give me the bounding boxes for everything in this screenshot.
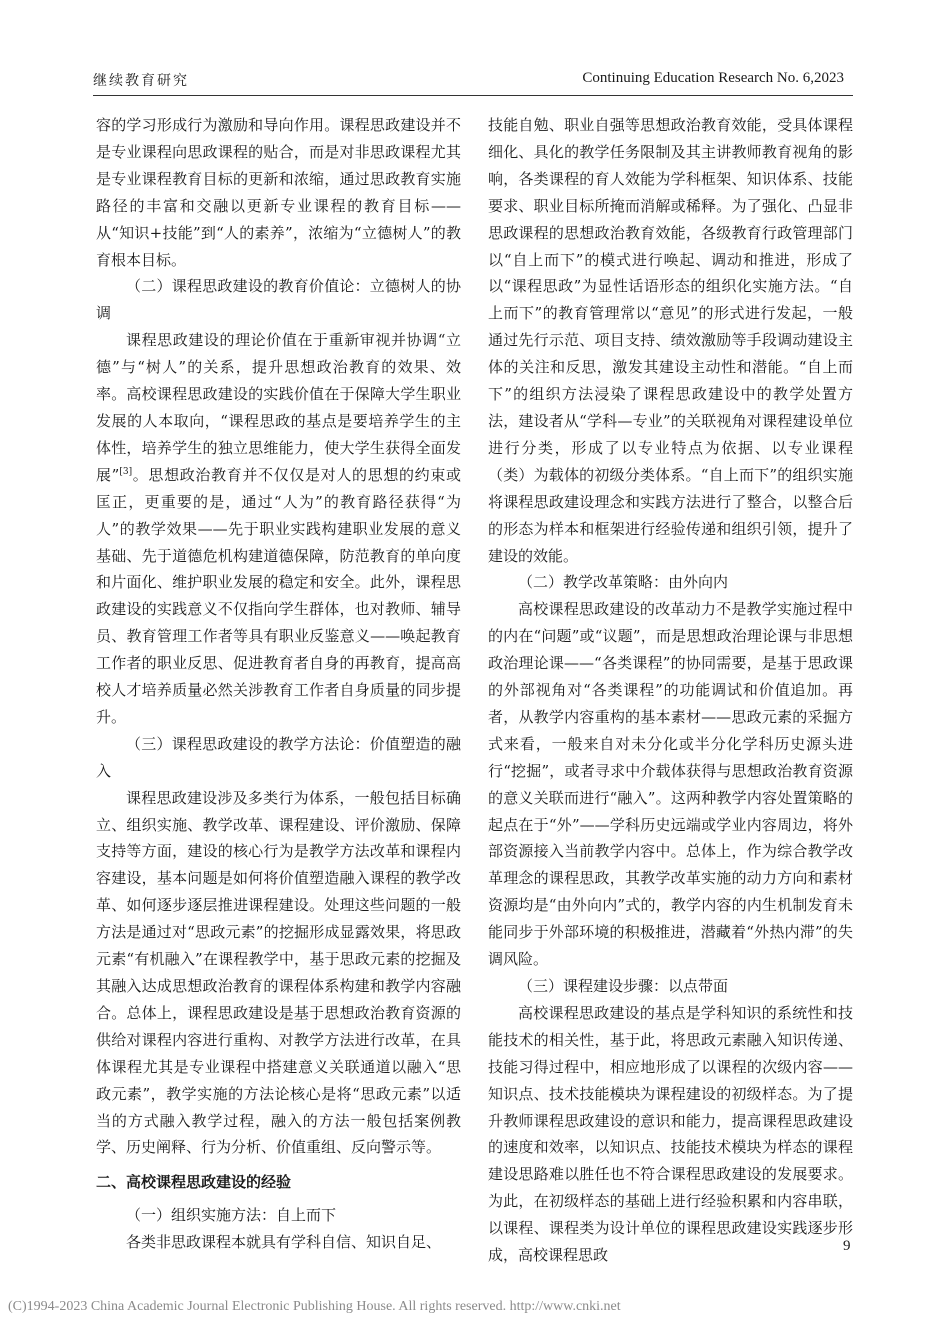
paragraph: 课程思政建设涉及多类行为体系，一般包括目标确立、组织实施、教学改革、课程建设、评价激励、保障支持等方面，建设的核心行为是教学方法改革和课程内容建设，基本问题是如何将价值塑造融入课程的教学改革、如何逐步逐层推进课程建设。处理这些问题的一般方法是通过对“思政元素”的挖掘形成显露效果，将思政元素“有机融入”在课程教学中，基于思政元素的挖掘及其融入达成思想政治教育的课程体系构建和教学内容融合。总体上，课程思政建设是基于思想政治教育资源的供给对课程内容进行重构、对教学方法进行改革，在具体课程尤其是专业课程中搭建意义关联通道以融入“思政元素”，教学实施的方法论核心是将“思政元素”以适当的方式融入教学过程，融入的方法一般包括案例教学、历史阐释、行为分析、价值重组、反向警示等。 [96, 788, 461, 1157]
paragraph: 高校课程思政建设的改革动力不是教学实施过程中的内在“问题”或“议题”，而是思想政治理论课与非思想政治理论课——“各类课程”的协同需要，是基于思政课的外部视角对“各类课程”的功能调试和价值追加。再者，从教学内容重构的基本素材——思政元素的采掘方式来看，一般来自对未分化或半分化学科历史源头进行“挖掘”，或者寻求中介载体获得与思想政治教育资源的意义关联而进行“融入”。这两种教学内容处置策略的起点在于“外”——学科历史远端或学业内容周边，将外部资源接入当前教学内容中。总体上，作为综合教学改革理念的课程思政，其教学改革实施的动力方向和素材资源均是“由外向内”式的，教学内容的内生机制发育未能同步于外部环境的积极推进，潜藏着“外热内滞”的失调风险。 [488, 600, 853, 969]
paragraph-part: 课程思政建设的理论价值在于重新审视并协调“立德”与“树人”的关系，提升思想政治教育的效果、效率。高校课程思政建设的实践价值在于保障大学生职业发展的人本取向，“课程思政的基点是要培养学生的主体性，培养学生的独立思维能力，使大学生获得全面发展” [96, 331, 461, 484]
paragraph: 技能自勉、职业自强等思想政治教育效能，受具体课程细化、具化的教学任务限制及其主讲教师教育视角的影响，各类课程的育人效能为学科框架、知识体系、技能要求、职业目标所掩而消解或稀释。为了强化、凸显非思政课程的思想政治教育效能，各级教育行政管理部门以“自上而下”的模式进行唤起、调动和推进，形成了以“课程思政”为显性话语形态的组织化实施方法。“自上而下”的教育管理常以“意见”的形式进行发起，一般通过先行示范、项目支持、绩效激励等手段调动建设主体的关注和反思，激发其建设主动性和潜能。“自上而下”的组织方法浸染了课程思政建设中的教学处置方法，建设者从“学科—专业”的关联视角对课程建设单位进行分类，形成了以专业特点为依据、以专业课程（类）为载体的初级分类体系。“自上而下”的组织实施将课程思政建设理念和实践方法进行了整合，以整合后的形态为样本和框架进行经验传递和组织引领，提升了建设的效能。 [488, 116, 853, 565]
section-heading: 二、高校课程思政建设的经验 [96, 1173, 292, 1192]
header-rule [93, 95, 853, 96]
copyright-footer: (C)1994-2023 China Academic Journal Electronic Publishing House. All rights reserved. http://www.cnki.net [8, 1299, 621, 1314]
subsection-heading: （三）课程建设步骤：以点带面 [518, 977, 729, 995]
paragraph: 容的学习形成行为激励和导向作用。课程思政建设并不是专业课程向思政课程的贴合，而是对非思政课程尤其是专业课程教育目标的更新和浓缩，通过思政教育实施路径的丰富和交融以更新专业课程的教育目标——从“知识+技能”到“人的素养”，浓缩为“立德树人”的教育根本目标。 [96, 116, 461, 269]
subsection-heading: （二）教学改革策略：由外向内 [518, 573, 729, 592]
subsection-heading: （一）组织实施方法：自上而下 [126, 1206, 337, 1225]
paragraph: 高校课程思政建设的基点是学科知识的系统性和技能技术的相关性，基于此，将思政元素融入知识传递、技能习得过程中，相应地形成了以课程的次级内容——知识点、技术技能模块为课程建设的初级样态。为了提升教师课程思政建设的意识和能力，提高课程思政建设的速度和效率，以知识点、技能技术模块为样态的课程建设思路难以胜任也不符合课程思政建设的发展要求。为此，在初级样态的基础上进行经验积累和内容串联，以课程、课程类为设计单位的课程思政建设实践逐步形成，高校课程思政 [488, 1003, 853, 1265]
citation-ref[interactable]: [3] [119, 466, 133, 477]
journal-issue-en: Continuing Education Research No. 6,2023 [582, 70, 844, 86]
paragraph-part: 。思想政治教育并不仅仅是对人的思想的约束或匡正，更重要的是，通过“人为”的教育路径获得“为人”的教学效果——先于职业实践构建职业发展的意义基础、先于道德危机构建道德保障，防范教育的单向度和片面化、维护职业发展的稳定和安全。此外，课程思政建设的实践意义不仅指向学生群体，也对教师、辅导员、教育管理工作者等具有职业反鉴意义——唤起教育工作者的职业反思、促进教育者自身的再教育，提高高校人才培养质量必然关涉教育工作者自身质量的同步提升。 [96, 465, 461, 726]
paragraph [96, 327, 461, 731]
subsection-heading: （三）课程思政建设的教学方法论：价值塑造的融入 [96, 734, 461, 780]
left-column [96, 112, 461, 1256]
subsection-heading: （二）课程思政建设的教育价值论：立德树人的协调 [96, 277, 461, 323]
paragraph: 各类非思政课程本就具有学科自信、知识自足、 [126, 1233, 442, 1252]
right-column [488, 112, 853, 1269]
page-number: 9 [843, 1238, 851, 1254]
journal-title-cn: 继续教育研究 [93, 73, 189, 89]
